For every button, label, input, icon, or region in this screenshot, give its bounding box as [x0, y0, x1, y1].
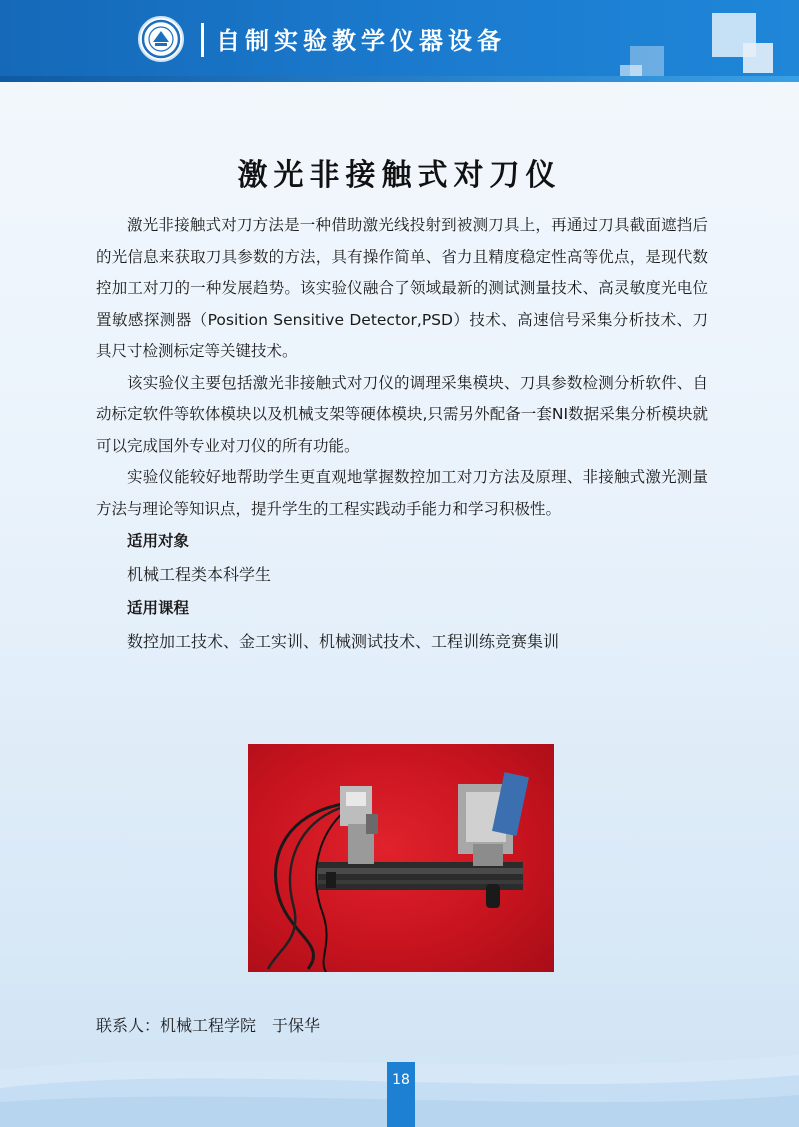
header-title: 自制实验教学仪器设备 — [216, 27, 506, 55]
article-body — [96, 210, 708, 659]
article-title: 激光非接触式对刀仪 — [237, 158, 562, 193]
header-divider — [201, 23, 204, 57]
page-number: 18 — [387, 1062, 415, 1127]
paragraph: 实验仪能较好地帮助学生更直观地掌握数控加工对刀方法及原理、非接触式激光测量方法与理论等知识点，提升学生的工程实践动手能力和学习积极性。 — [96, 468, 708, 518]
course-label: 适用课程 — [127, 599, 190, 617]
contact-info: 联系人：机械工程学院 于保华 — [96, 1016, 321, 1035]
device-photo — [248, 744, 554, 972]
target-audience-label: 适用对象 — [127, 532, 190, 550]
header-banner — [0, 0, 799, 82]
course-value: 数控加工技术、金工实训、机械测试技术、工程训练竞赛集训 — [127, 632, 560, 651]
paragraph: 该实验仪主要包括激光非接触式对刀仪的调理采集模块、刀具参数检测分析软件、自动标定软件等软体模块以及机械支架等硬体模块,只需另外配备一套NI数据采集分析模块就可以完成国外专业对刀仪的所有功能。 — [96, 373, 708, 455]
paragraph: 激光非接触式对刀方法是一种借助激光线投射到被测刀具上，再通过刀具截面遮挡后的光信息来获取刀具参数的方法，具有操作简单、省力且精度稳定性高等优点，是现代数控加工对刀的一种发展趋势。该实验仪融合了领域最新的测试测量技术、高灵敏度光电位置敏感探测器（Position Sensitive Detector,PSD）技术、高速信号采集分析技术、刀具尺寸检测标定等关键技术。 — [96, 216, 708, 360]
target-audience-value: 机械工程类本科学生 — [127, 565, 272, 584]
header-stripe — [0, 76, 799, 82]
school-logo-icon — [138, 16, 184, 62]
decorative-square — [743, 43, 773, 73]
